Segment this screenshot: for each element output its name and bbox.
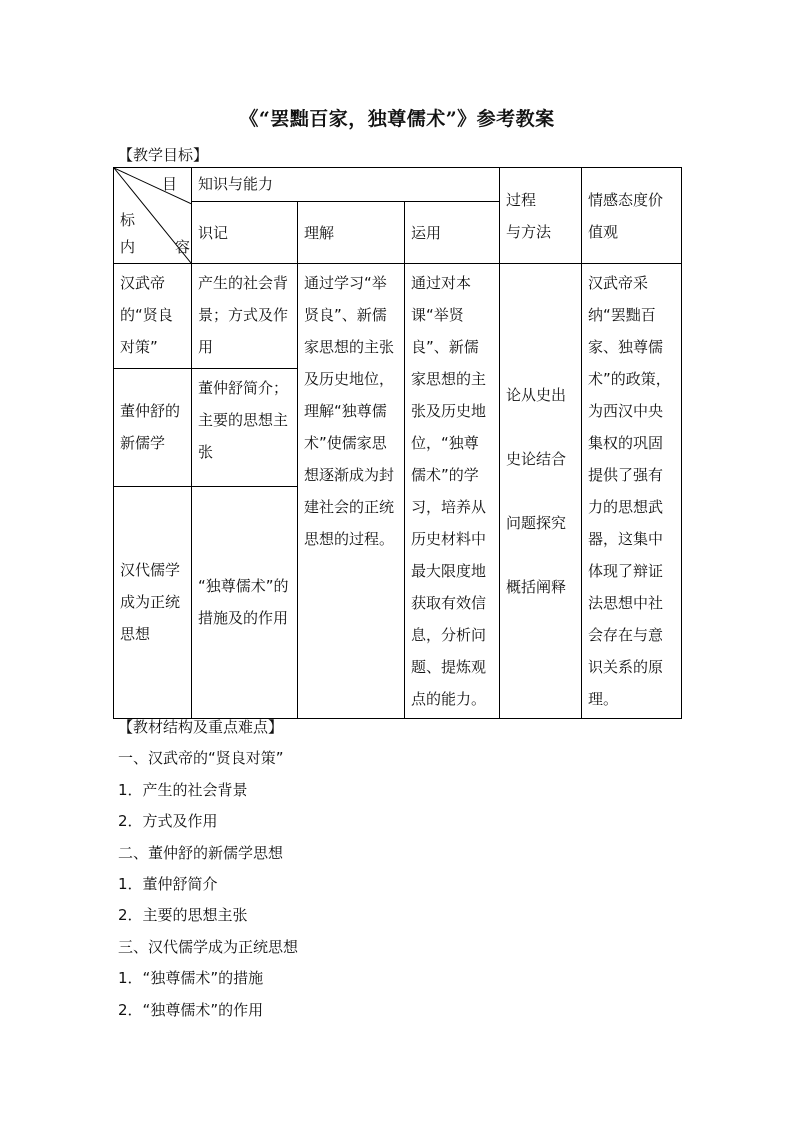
method-cell xyxy=(500,264,582,719)
apply-header: 运用 xyxy=(405,202,500,264)
outline-item: 1．董仲舒简介 xyxy=(118,874,218,893)
apply-cell: 通过对本课“举贤良”、新儒家思想的主张及历史地位，“独尊儒术”的学习，培养从历史材料中最大限度地获取有效信息，分析问题、提炼观点的能力。 xyxy=(405,264,500,719)
method-item: 概括阐释 xyxy=(506,578,567,596)
memorize-cell-emperor: 产生的社会背景；方式及作用 xyxy=(192,264,298,369)
outline-item: 1．产生的社会背景 xyxy=(118,780,248,799)
memorize-cell-dong: 董仲舒简介；主要的思想主张 xyxy=(192,368,298,486)
corner-label-bottom-left: 内 xyxy=(120,238,136,256)
diagonal-header-cell xyxy=(114,168,192,264)
corner-label-bottom xyxy=(120,237,190,257)
outline-item: 2．“独尊儒术”的作用 xyxy=(118,1000,264,1019)
method-header xyxy=(500,168,582,264)
outline-item: 三、汉代儒学成为正统思想 xyxy=(118,937,299,956)
corner-label-mid: 标 xyxy=(120,211,136,229)
outline-item: 2．方式及作用 xyxy=(118,812,218,831)
outline-item: 2．主要的思想主张 xyxy=(118,906,248,925)
knowledge-ability-header: 知识与能力 xyxy=(192,168,500,202)
emotion-header: 情感态度价值观 xyxy=(582,168,682,264)
outline-item: 一、汉武帝的“贤良对策” xyxy=(118,749,284,768)
structure-heading: 【教材结构及重点难点】 xyxy=(118,718,284,736)
emotion-cell: 汉武帝采纳“罢黜百家、独尊儒术”的政策，为西汉中央集权的巩固提供了强有力的思想武器，这集中体现了辩证法思想中社会存在与意识关系的原理。 xyxy=(582,264,682,719)
corner-label-bottom-right: 容 xyxy=(174,238,190,256)
method-header-line1: 过程 xyxy=(506,190,537,209)
method-header-line2: 与方法 xyxy=(506,222,552,241)
objectives-table xyxy=(113,167,682,719)
content-cell-orthodox: 汉代儒学成为正统思想 xyxy=(114,486,192,718)
memorize-header: 识记 xyxy=(192,202,298,264)
content-cell-emperor: 汉武帝的“贤良对策” xyxy=(114,264,192,369)
understand-header: 理解 xyxy=(298,202,405,264)
method-item: 问题探究 xyxy=(506,514,567,532)
memorize-cell-orthodox: “独尊儒术”的措施及的作用 xyxy=(192,486,298,718)
method-item: 论从史出 xyxy=(506,386,567,404)
content-cell-dong: 董仲舒的新儒学 xyxy=(114,368,192,486)
objectives-heading: 【教学目标】 xyxy=(118,146,209,164)
outline-item: 1．“独尊儒术”的措施 xyxy=(118,969,264,988)
document-title: 《“罢黜百家，独尊儒术”》参考教案 xyxy=(239,108,555,130)
structure-section xyxy=(118,712,298,1026)
corner-label-top: 目 xyxy=(161,175,177,193)
outline-item: 二、董仲舒的新儒学思想 xyxy=(118,843,284,862)
understand-cell: 通过学习“举贤良”、新儒家思想的主张及历史地位，理解“独尊儒术”使儒家思想逐渐成为封建社会的正统思想的过程。 xyxy=(298,264,405,719)
method-item: 史论结合 xyxy=(506,450,567,468)
